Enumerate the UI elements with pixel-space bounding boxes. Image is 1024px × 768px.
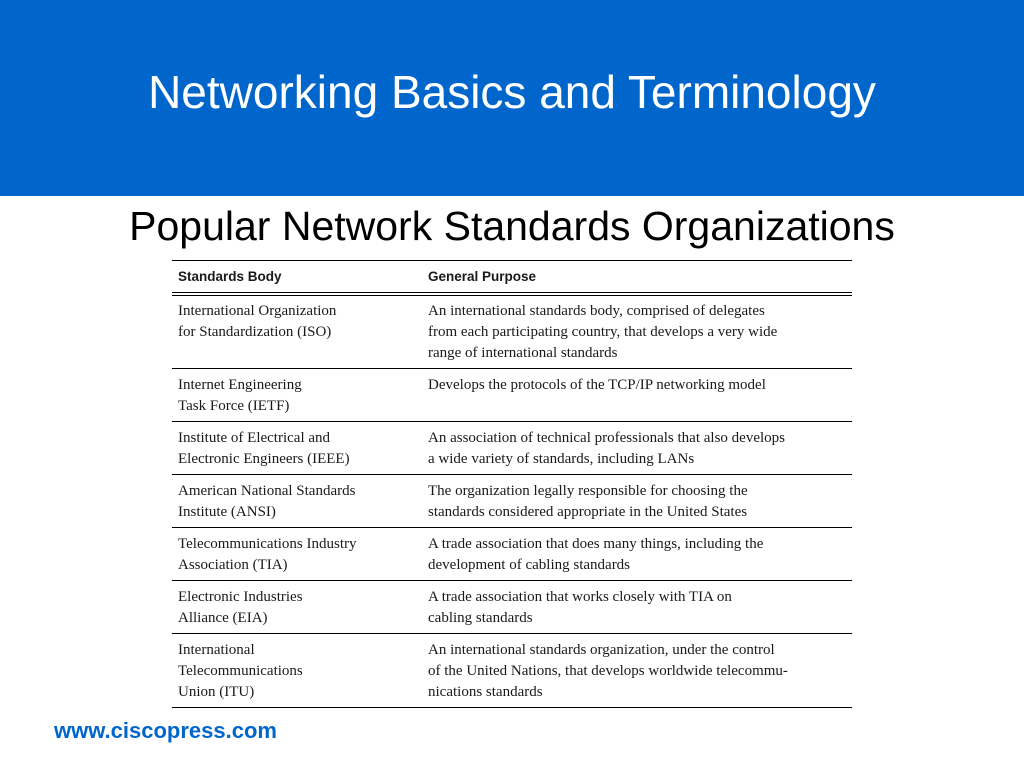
slide-subtitle: Popular Network Standards Organizations xyxy=(129,203,895,249)
general-purpose-cell xyxy=(422,422,852,475)
cell-line: cabling standards xyxy=(428,610,533,626)
cell-line: Telecommunications Industry xyxy=(178,536,357,552)
cell-line: American National Standards xyxy=(178,483,356,499)
cell-line: Telecommunications xyxy=(178,663,303,679)
cell-line: International Organization xyxy=(178,303,337,319)
table-row-ansi xyxy=(172,475,852,528)
general-purpose-cell xyxy=(422,475,852,528)
cell-line: standards considered appropriate in the United States xyxy=(428,504,748,520)
standards-body-cell xyxy=(172,634,422,708)
general-purpose-cell xyxy=(422,634,852,708)
standards-body-cell xyxy=(172,369,422,422)
cell-line: A trade association that works closely with TIA on xyxy=(428,589,732,605)
table-row-itu xyxy=(172,634,852,708)
cell-line: nications standards xyxy=(428,684,543,700)
table-row-iso xyxy=(172,294,852,369)
general-purpose-cell xyxy=(422,528,852,581)
cell-line: Develops the protocols of the TCP/IP networking model xyxy=(428,377,766,393)
standards-body-cell xyxy=(172,294,422,369)
standards-body-cell xyxy=(172,422,422,475)
cell-line: Institute of Electrical and xyxy=(178,430,331,446)
cell-line: range of international standards xyxy=(428,345,618,361)
standards-body-cell xyxy=(172,528,422,581)
cell-line: a wide variety of standards, including LANs xyxy=(428,451,695,467)
cell-line: Alliance (EIA) xyxy=(178,610,268,626)
slide-title: Networking Basics and Terminology xyxy=(148,66,876,118)
standards-table xyxy=(172,260,852,708)
table-row-ietf xyxy=(172,369,852,422)
cell-line: Task Force (IETF) xyxy=(178,398,290,414)
cell-line: The organization legally responsible for choosing the xyxy=(428,483,748,499)
column-header-general-purpose: General Purpose xyxy=(422,261,852,295)
standards-body-cell xyxy=(172,475,422,528)
standards-body-cell xyxy=(172,581,422,634)
cell-line: Electronic Engineers (IEEE) xyxy=(178,451,350,467)
table-row-tia xyxy=(172,528,852,581)
cell-line: Union (ITU) xyxy=(178,684,255,700)
standards-table-container xyxy=(172,260,852,708)
cell-line: International xyxy=(178,642,255,658)
cell-line: Internet Engineering xyxy=(178,377,302,393)
cell-line: Institute (ANSI) xyxy=(178,504,276,520)
table-header-row xyxy=(172,261,852,295)
cell-line: development of cabling standards xyxy=(428,557,631,573)
cell-line: A trade association that does many things, including the xyxy=(428,536,764,552)
cell-line: Association (TIA) xyxy=(178,557,288,573)
cell-line: Electronic Industries xyxy=(178,589,303,605)
cell-line: from each participating country, that develops a very wide xyxy=(428,324,778,340)
general-purpose-cell xyxy=(422,369,852,422)
table-row-ieee xyxy=(172,422,852,475)
cell-line: An international standards body, comprised of delegates xyxy=(428,303,765,319)
footer-url: www.ciscopress.com xyxy=(54,718,277,743)
general-purpose-cell xyxy=(422,581,852,634)
cell-line: of the United Nations, that develops worldwide telecommu- xyxy=(428,663,788,679)
cell-line: An association of technical professionals that also develops xyxy=(428,430,785,446)
general-purpose-cell xyxy=(422,294,852,369)
table-row-eia xyxy=(172,581,852,634)
cell-line: for Standardization (ISO) xyxy=(178,324,332,340)
cell-line: An international standards organization, under the control xyxy=(428,642,775,658)
column-header-standards-body: Standards Body xyxy=(172,261,422,295)
